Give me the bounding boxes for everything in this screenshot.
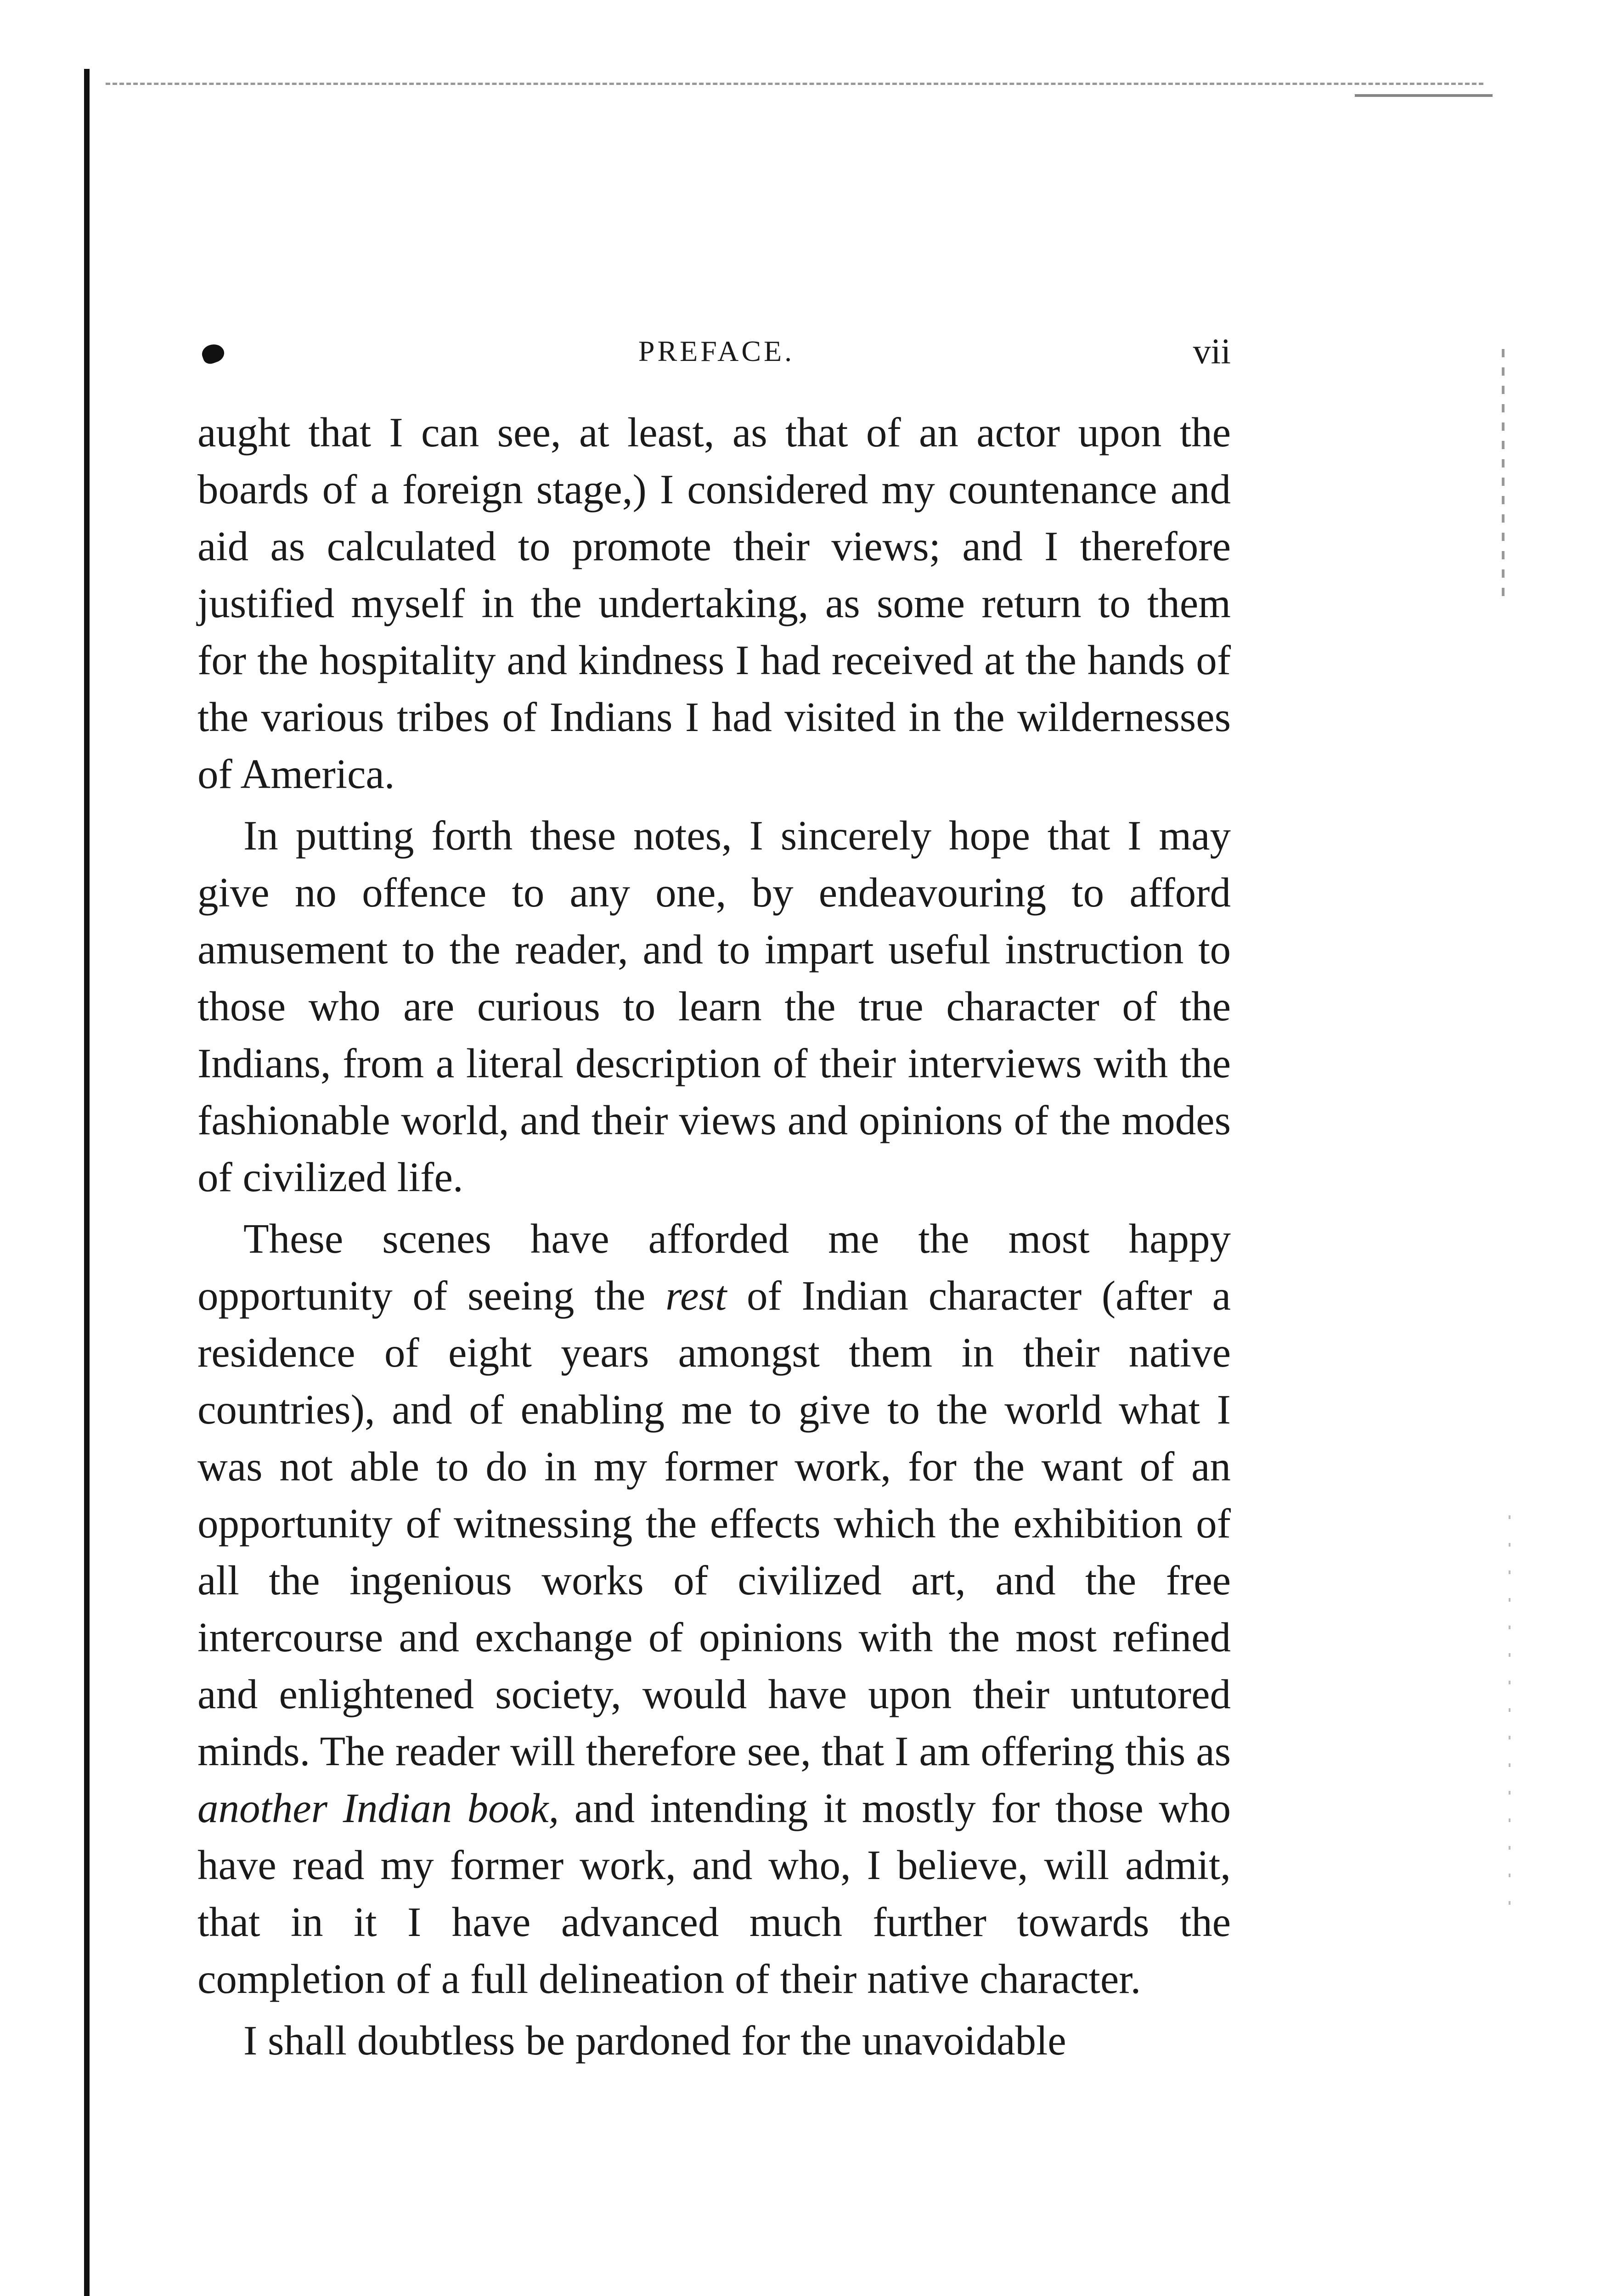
paragraph — [197, 2012, 1231, 2069]
italic-text-segment: another Indian book, — [197, 1785, 559, 1831]
paragraph — [197, 807, 1231, 1206]
text-segment: aught that I can see, at least, as that of an actor upon the boards of a foreign stage,) I considered my countenance and aid as calculated to promote their views; and I therefore justified myself in the undertaking, as some return to them for the hospitality and kindness I had received at the hands of the various tribes of Indians I had visited in the wildernesses of America. — [197, 409, 1231, 797]
italic-text-segment: rest — [665, 1272, 727, 1319]
paragraph — [197, 404, 1231, 803]
text-segment: of Indian character (after a residence of eight years amongst them in their native countries), and of enabling me to give to the world what I was not able to do in my former work, for the want of an opportunity of witnessing the effects which the exhibition of all the ingenious works of civilized art, and the free intercourse and exchange of opinions with the most refined and enlightened society, would have upon their untutored minds. The reader will therefore see, that I am offering this as — [197, 1272, 1231, 1774]
body-text — [197, 404, 1231, 2069]
top-edge-rule-right — [1355, 94, 1493, 97]
page-header — [202, 331, 1231, 372]
right-edge-speckle — [1502, 349, 1505, 606]
paragraph — [197, 1210, 1231, 2008]
page-spine-line — [84, 69, 90, 2296]
text-segment: In putting forth these notes, I sincerely hope that I may give no offence to any one, by endeavouring to afford amusement to the reader, and to impart useful instruction to those who are curious to learn the true character of the Indians, from a literal description of their interviews with the fashionable world, and their views and opinions of the modes of civilized life. — [197, 812, 1231, 1200]
top-edge-rule — [106, 83, 1483, 85]
text-segment: I shall doubtless be pardoned for the unavoidable — [243, 2017, 1066, 2064]
text-segment: These scenes have afforded me the most happy opportunity of seeing the — [197, 1216, 1231, 1319]
right-edge-speckle-lower — [1509, 1515, 1510, 1929]
page-number: vii — [1193, 331, 1231, 371]
text-segment: and intending it mostly for those who have read my former work, and who, I believe, will admit, that in it I have advanced much further towards the completion of a full delineation of their native character. — [197, 1785, 1231, 2002]
running-head: PREFACE. — [638, 335, 795, 367]
